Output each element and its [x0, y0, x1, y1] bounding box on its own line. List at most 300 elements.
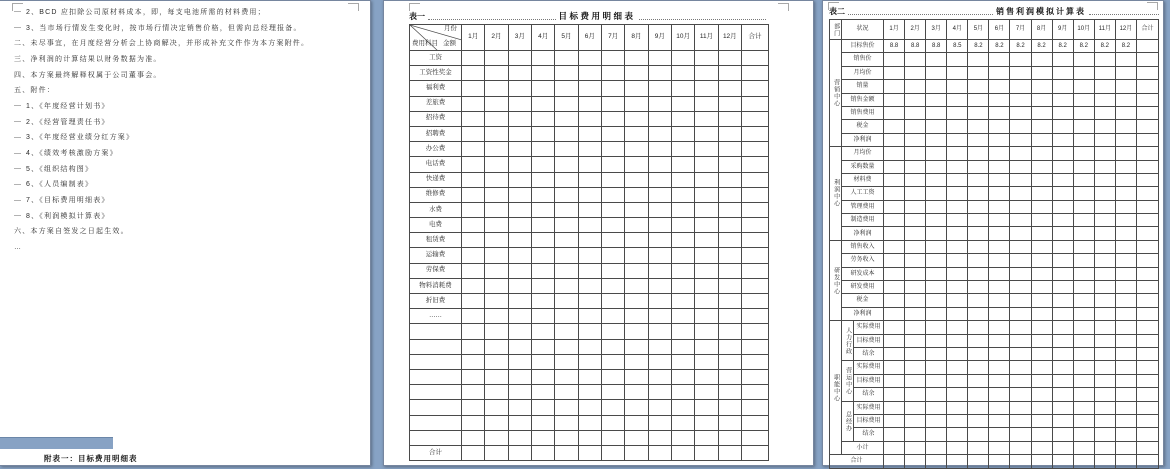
- empty-cell[interactable]: [905, 120, 926, 133]
- empty-cell[interactable]: [1010, 227, 1031, 240]
- empty-cell[interactable]: [1010, 441, 1031, 454]
- empty-cell[interactable]: [947, 66, 968, 79]
- empty-cell[interactable]: [968, 80, 989, 93]
- empty-cell[interactable]: [578, 339, 601, 354]
- empty-cell[interactable]: [555, 157, 578, 172]
- empty-cell[interactable]: [718, 218, 741, 233]
- empty-cell[interactable]: [1137, 455, 1159, 468]
- empty-cell[interactable]: [531, 400, 554, 415]
- empty-cell[interactable]: [884, 267, 905, 280]
- empty-cell[interactable]: [718, 445, 741, 460]
- empty-cell[interactable]: [1010, 93, 1031, 106]
- empty-cell[interactable]: [1010, 214, 1031, 227]
- empty-cell[interactable]: [555, 339, 578, 354]
- empty-cell[interactable]: [1094, 455, 1115, 468]
- empty-cell[interactable]: [968, 66, 989, 79]
- empty-cell[interactable]: [968, 53, 989, 66]
- empty-cell[interactable]: [718, 263, 741, 278]
- empty-cell[interactable]: [718, 96, 741, 111]
- empty-cell[interactable]: [1031, 160, 1052, 173]
- empty-cell[interactable]: [462, 157, 485, 172]
- empty-cell[interactable]: [989, 93, 1010, 106]
- empty-cell[interactable]: [648, 187, 671, 202]
- empty-cell[interactable]: [742, 111, 769, 126]
- empty-cell[interactable]: [884, 173, 905, 186]
- empty-cell[interactable]: [601, 66, 624, 81]
- empty-cell[interactable]: [1094, 321, 1115, 334]
- empty-cell[interactable]: [968, 240, 989, 253]
- empty-cell[interactable]: [1115, 374, 1136, 387]
- empty-cell[interactable]: [1115, 66, 1136, 79]
- expense-row-label[interactable]: 差旅费: [410, 96, 462, 111]
- empty-cell[interactable]: [1115, 334, 1136, 347]
- empty-cell[interactable]: [884, 414, 905, 427]
- empty-cell[interactable]: [989, 80, 1010, 93]
- empty-cell[interactable]: [1031, 200, 1052, 213]
- empty-cell[interactable]: [947, 133, 968, 146]
- empty-cell[interactable]: [555, 354, 578, 369]
- empty-cell[interactable]: [926, 374, 947, 387]
- row-label[interactable]: 目标费用: [854, 414, 884, 427]
- empty-cell[interactable]: [742, 51, 769, 66]
- empty-cell[interactable]: [531, 369, 554, 384]
- empty-cell[interactable]: [648, 126, 671, 141]
- empty-cell[interactable]: [1137, 40, 1159, 53]
- empty-cell[interactable]: [742, 309, 769, 324]
- empty-cell[interactable]: [947, 441, 968, 454]
- row-label[interactable]: 劳务收入: [842, 254, 884, 267]
- expense-row-label[interactable]: 折旧费: [410, 294, 462, 309]
- empty-cell[interactable]: [989, 120, 1010, 133]
- empty-cell[interactable]: [968, 120, 989, 133]
- row-label[interactable]: 采购数量: [842, 160, 884, 173]
- empty-cell[interactable]: [671, 233, 694, 248]
- empty-cell[interactable]: [947, 147, 968, 160]
- empty-cell[interactable]: [884, 93, 905, 106]
- empty-cell[interactable]: [926, 307, 947, 320]
- empty-cell[interactable]: [742, 324, 769, 339]
- empty-cell[interactable]: [1073, 294, 1094, 307]
- empty-cell[interactable]: [695, 324, 718, 339]
- empty-cell[interactable]: [508, 369, 531, 384]
- empty-cell[interactable]: [578, 354, 601, 369]
- expense-row-label[interactable]: 福利费: [410, 81, 462, 96]
- empty-cell[interactable]: [648, 96, 671, 111]
- empty-cell[interactable]: [531, 445, 554, 460]
- empty-cell[interactable]: [648, 218, 671, 233]
- empty-cell[interactable]: [905, 80, 926, 93]
- empty-cell[interactable]: [905, 428, 926, 441]
- empty-cell[interactable]: [718, 81, 741, 96]
- empty-cell[interactable]: [648, 324, 671, 339]
- empty-cell[interactable]: [947, 106, 968, 119]
- empty-cell[interactable]: [671, 218, 694, 233]
- row-label[interactable]: 目标售价: [842, 40, 884, 53]
- empty-cell[interactable]: [989, 321, 1010, 334]
- empty-cell[interactable]: [989, 214, 1010, 227]
- empty-cell[interactable]: [508, 415, 531, 430]
- document-line[interactable]: [14, 82, 362, 98]
- empty-cell[interactable]: [508, 66, 531, 81]
- empty-cell[interactable]: [1094, 401, 1115, 414]
- empty-cell[interactable]: [1094, 133, 1115, 146]
- empty-cell[interactable]: [485, 324, 508, 339]
- empty-cell[interactable]: [578, 324, 601, 339]
- empty-cell[interactable]: [718, 142, 741, 157]
- document-line[interactable]: [14, 130, 362, 146]
- empty-cell[interactable]: [905, 173, 926, 186]
- empty-cell[interactable]: [508, 248, 531, 263]
- empty-cell[interactable]: [1052, 93, 1073, 106]
- empty-cell[interactable]: [947, 334, 968, 347]
- empty-cell[interactable]: [601, 233, 624, 248]
- empty-cell[interactable]: [884, 401, 905, 414]
- empty-cell[interactable]: [1073, 441, 1094, 454]
- empty-cell[interactable]: [1031, 281, 1052, 294]
- empty-cell[interactable]: [884, 106, 905, 119]
- empty-cell[interactable]: [1010, 254, 1031, 267]
- empty-cell[interactable]: [578, 81, 601, 96]
- empty-cell[interactable]: [1115, 227, 1136, 240]
- empty-cell[interactable]: [884, 334, 905, 347]
- empty-cell[interactable]: [555, 111, 578, 126]
- empty-cell[interactable]: [462, 126, 485, 141]
- empty-cell[interactable]: [1094, 388, 1115, 401]
- empty-cell[interactable]: [648, 142, 671, 157]
- empty-cell[interactable]: [578, 278, 601, 293]
- empty-cell[interactable]: [1137, 227, 1159, 240]
- empty-cell[interactable]: [1010, 200, 1031, 213]
- empty-cell[interactable]: [695, 172, 718, 187]
- empty-cell[interactable]: [601, 187, 624, 202]
- expense-row-label[interactable]: 租赁费: [410, 233, 462, 248]
- empty-cell[interactable]: [718, 111, 741, 126]
- empty-cell[interactable]: [1115, 80, 1136, 93]
- empty-cell[interactable]: [485, 400, 508, 415]
- empty-cell[interactable]: [508, 202, 531, 217]
- empty-cell[interactable]: [625, 81, 648, 96]
- empty-cell[interactable]: [968, 441, 989, 454]
- empty-cell[interactable]: [1031, 321, 1052, 334]
- empty-cell[interactable]: [1010, 455, 1031, 468]
- empty-cell[interactable]: [742, 354, 769, 369]
- empty-cell[interactable]: [555, 96, 578, 111]
- empty-cell[interactable]: [1115, 214, 1136, 227]
- empty-cell[interactable]: [1052, 374, 1073, 387]
- empty-cell[interactable]: [1094, 414, 1115, 427]
- empty-cell[interactable]: [1137, 66, 1159, 79]
- empty-cell[interactable]: [926, 414, 947, 427]
- empty-cell[interactable]: [1094, 361, 1115, 374]
- empty-cell[interactable]: [1073, 80, 1094, 93]
- empty-cell[interactable]: [671, 324, 694, 339]
- row-label[interactable]: 结余: [854, 347, 884, 360]
- empty-cell[interactable]: [1115, 93, 1136, 106]
- empty-cell[interactable]: [578, 415, 601, 430]
- empty-cell[interactable]: [884, 53, 905, 66]
- empty-cell[interactable]: [884, 187, 905, 200]
- empty-cell[interactable]: [485, 309, 508, 324]
- row-label[interactable]: 净利润: [842, 307, 884, 320]
- empty-cell[interactable]: [1137, 334, 1159, 347]
- empty-cell[interactable]: [1073, 321, 1094, 334]
- empty-cell[interactable]: [578, 142, 601, 157]
- empty-cell[interactable]: [1115, 120, 1136, 133]
- empty-cell[interactable]: [1010, 106, 1031, 119]
- empty-cell[interactable]: [625, 294, 648, 309]
- empty-cell[interactable]: [671, 51, 694, 66]
- empty-cell[interactable]: [742, 294, 769, 309]
- empty-cell[interactable]: [601, 126, 624, 141]
- empty-cell[interactable]: [648, 385, 671, 400]
- empty-cell[interactable]: [1115, 361, 1136, 374]
- expense-row-label[interactable]: [410, 354, 462, 369]
- empty-cell[interactable]: [968, 321, 989, 334]
- empty-cell[interactable]: [1052, 361, 1073, 374]
- empty-cell[interactable]: [884, 374, 905, 387]
- expense-row-label[interactable]: [410, 430, 462, 445]
- empty-cell[interactable]: [1073, 428, 1094, 441]
- empty-cell[interactable]: [989, 401, 1010, 414]
- empty-cell[interactable]: [968, 147, 989, 160]
- empty-cell[interactable]: [1052, 200, 1073, 213]
- empty-cell[interactable]: [695, 278, 718, 293]
- empty-cell[interactable]: [462, 187, 485, 202]
- empty-cell[interactable]: [555, 187, 578, 202]
- row-label[interactable]: 研发费用: [842, 281, 884, 294]
- empty-cell[interactable]: [648, 278, 671, 293]
- empty-cell[interactable]: [508, 400, 531, 415]
- value-cell[interactable]: 8.2: [1052, 40, 1073, 53]
- empty-cell[interactable]: [1052, 214, 1073, 227]
- empty-cell[interactable]: [462, 294, 485, 309]
- expense-row-label[interactable]: 劳保费: [410, 263, 462, 278]
- empty-cell[interactable]: [625, 126, 648, 141]
- empty-cell[interactable]: [1031, 147, 1052, 160]
- row-label[interactable]: 销售收入: [842, 240, 884, 253]
- empty-cell[interactable]: [625, 415, 648, 430]
- empty-cell[interactable]: [671, 142, 694, 157]
- empty-cell[interactable]: [1031, 106, 1052, 119]
- empty-cell[interactable]: [531, 187, 554, 202]
- empty-cell[interactable]: [625, 51, 648, 66]
- empty-cell[interactable]: [671, 354, 694, 369]
- empty-cell[interactable]: [718, 278, 741, 293]
- empty-cell[interactable]: [968, 214, 989, 227]
- empty-cell[interactable]: [1094, 294, 1115, 307]
- empty-cell[interactable]: [1137, 80, 1159, 93]
- empty-cell[interactable]: [531, 81, 554, 96]
- empty-cell[interactable]: [625, 96, 648, 111]
- empty-cell[interactable]: [1073, 214, 1094, 227]
- empty-cell[interactable]: [1073, 160, 1094, 173]
- empty-cell[interactable]: [508, 157, 531, 172]
- empty-cell[interactable]: [648, 294, 671, 309]
- empty-cell[interactable]: [989, 307, 1010, 320]
- empty-cell[interactable]: [555, 445, 578, 460]
- empty-cell[interactable]: [1073, 240, 1094, 253]
- empty-cell[interactable]: [671, 96, 694, 111]
- empty-cell[interactable]: [905, 147, 926, 160]
- empty-cell[interactable]: [968, 227, 989, 240]
- empty-cell[interactable]: [926, 173, 947, 186]
- row-label[interactable]: 管理费用: [842, 200, 884, 213]
- empty-cell[interactable]: [625, 354, 648, 369]
- expense-row-label[interactable]: 水费: [410, 202, 462, 217]
- empty-cell[interactable]: [485, 263, 508, 278]
- empty-cell[interactable]: [1137, 93, 1159, 106]
- empty-cell[interactable]: [671, 294, 694, 309]
- empty-cell[interactable]: [462, 248, 485, 263]
- empty-cell[interactable]: [1073, 106, 1094, 119]
- empty-cell[interactable]: [718, 172, 741, 187]
- empty-cell[interactable]: [1073, 267, 1094, 280]
- empty-cell[interactable]: [695, 187, 718, 202]
- empty-cell[interactable]: [742, 126, 769, 141]
- empty-cell[interactable]: [1031, 347, 1052, 360]
- empty-cell[interactable]: [742, 339, 769, 354]
- empty-cell[interactable]: [555, 248, 578, 263]
- empty-cell[interactable]: [1031, 133, 1052, 146]
- empty-cell[interactable]: [1031, 414, 1052, 427]
- empty-cell[interactable]: [742, 66, 769, 81]
- expense-row-label[interactable]: [410, 339, 462, 354]
- empty-cell[interactable]: [695, 354, 718, 369]
- empty-cell[interactable]: [462, 111, 485, 126]
- empty-cell[interactable]: [485, 51, 508, 66]
- empty-cell[interactable]: [1052, 160, 1073, 173]
- empty-cell[interactable]: [947, 187, 968, 200]
- empty-cell[interactable]: [462, 445, 485, 460]
- empty-cell[interactable]: [485, 385, 508, 400]
- expense-row-label[interactable]: [410, 415, 462, 430]
- empty-cell[interactable]: [648, 339, 671, 354]
- empty-cell[interactable]: [601, 51, 624, 66]
- empty-cell[interactable]: [462, 430, 485, 445]
- empty-cell[interactable]: [1094, 441, 1115, 454]
- expense-row-label[interactable]: 电话费: [410, 157, 462, 172]
- empty-cell[interactable]: [601, 385, 624, 400]
- empty-cell[interactable]: [926, 200, 947, 213]
- empty-cell[interactable]: [905, 160, 926, 173]
- empty-cell[interactable]: [671, 66, 694, 81]
- empty-cell[interactable]: [926, 455, 947, 468]
- empty-cell[interactable]: [625, 202, 648, 217]
- empty-cell[interactable]: [926, 294, 947, 307]
- empty-cell[interactable]: [742, 157, 769, 172]
- expense-row-label[interactable]: ……: [410, 309, 462, 324]
- empty-cell[interactable]: [884, 214, 905, 227]
- empty-cell[interactable]: [648, 445, 671, 460]
- empty-cell[interactable]: [578, 126, 601, 141]
- empty-cell[interactable]: [905, 334, 926, 347]
- empty-cell[interactable]: [968, 307, 989, 320]
- empty-cell[interactable]: [508, 324, 531, 339]
- empty-cell[interactable]: [1115, 441, 1136, 454]
- empty-cell[interactable]: [989, 294, 1010, 307]
- empty-cell[interactable]: [718, 324, 741, 339]
- empty-cell[interactable]: [926, 428, 947, 441]
- empty-cell[interactable]: [648, 369, 671, 384]
- document-line[interactable]: [14, 98, 362, 114]
- empty-cell[interactable]: [968, 173, 989, 186]
- empty-cell[interactable]: [462, 339, 485, 354]
- empty-cell[interactable]: [1115, 240, 1136, 253]
- empty-cell[interactable]: [1052, 441, 1073, 454]
- empty-cell[interactable]: [1010, 173, 1031, 186]
- empty-cell[interactable]: [625, 157, 648, 172]
- empty-cell[interactable]: [1052, 307, 1073, 320]
- empty-cell[interactable]: [718, 233, 741, 248]
- empty-cell[interactable]: [531, 51, 554, 66]
- empty-cell[interactable]: [1031, 80, 1052, 93]
- empty-cell[interactable]: [648, 233, 671, 248]
- empty-cell[interactable]: [625, 369, 648, 384]
- empty-cell[interactable]: [601, 324, 624, 339]
- empty-cell[interactable]: [1031, 53, 1052, 66]
- empty-cell[interactable]: [1137, 294, 1159, 307]
- empty-cell[interactable]: [884, 200, 905, 213]
- empty-cell[interactable]: [695, 415, 718, 430]
- empty-cell[interactable]: [508, 278, 531, 293]
- empty-cell[interactable]: [648, 66, 671, 81]
- empty-cell[interactable]: [947, 428, 968, 441]
- empty-cell[interactable]: [555, 142, 578, 157]
- empty-cell[interactable]: [884, 307, 905, 320]
- empty-cell[interactable]: [905, 53, 926, 66]
- empty-cell[interactable]: [926, 401, 947, 414]
- empty-cell[interactable]: [947, 455, 968, 468]
- empty-cell[interactable]: [671, 445, 694, 460]
- empty-cell[interactable]: [947, 240, 968, 253]
- empty-cell[interactable]: [1115, 455, 1136, 468]
- empty-cell[interactable]: [695, 51, 718, 66]
- empty-cell[interactable]: [508, 111, 531, 126]
- empty-cell[interactable]: [462, 385, 485, 400]
- empty-cell[interactable]: [926, 334, 947, 347]
- empty-cell[interactable]: [555, 202, 578, 217]
- empty-cell[interactable]: [1010, 401, 1031, 414]
- empty-cell[interactable]: [718, 157, 741, 172]
- empty-cell[interactable]: [905, 214, 926, 227]
- empty-cell[interactable]: [578, 66, 601, 81]
- empty-cell[interactable]: [695, 430, 718, 445]
- empty-cell[interactable]: [1073, 307, 1094, 320]
- empty-cell[interactable]: [648, 111, 671, 126]
- empty-cell[interactable]: [1052, 187, 1073, 200]
- row-label[interactable]: 税金: [842, 294, 884, 307]
- expense-row-label[interactable]: 招待费: [410, 111, 462, 126]
- empty-cell[interactable]: [695, 66, 718, 81]
- empty-cell[interactable]: [1010, 281, 1031, 294]
- empty-cell[interactable]: [947, 120, 968, 133]
- empty-cell[interactable]: [884, 147, 905, 160]
- empty-cell[interactable]: [1052, 267, 1073, 280]
- expense-row-label[interactable]: 快递费: [410, 172, 462, 187]
- empty-cell[interactable]: [625, 263, 648, 278]
- empty-cell[interactable]: [1073, 455, 1094, 468]
- empty-cell[interactable]: [462, 415, 485, 430]
- empty-cell[interactable]: [578, 51, 601, 66]
- subtotal-label[interactable]: 小计: [842, 441, 884, 454]
- empty-cell[interactable]: [1115, 147, 1136, 160]
- empty-cell[interactable]: [695, 385, 718, 400]
- empty-cell[interactable]: [1010, 133, 1031, 146]
- empty-cell[interactable]: [1010, 120, 1031, 133]
- empty-cell[interactable]: [671, 126, 694, 141]
- row-label[interactable]: 销售费用: [842, 106, 884, 119]
- empty-cell[interactable]: [648, 354, 671, 369]
